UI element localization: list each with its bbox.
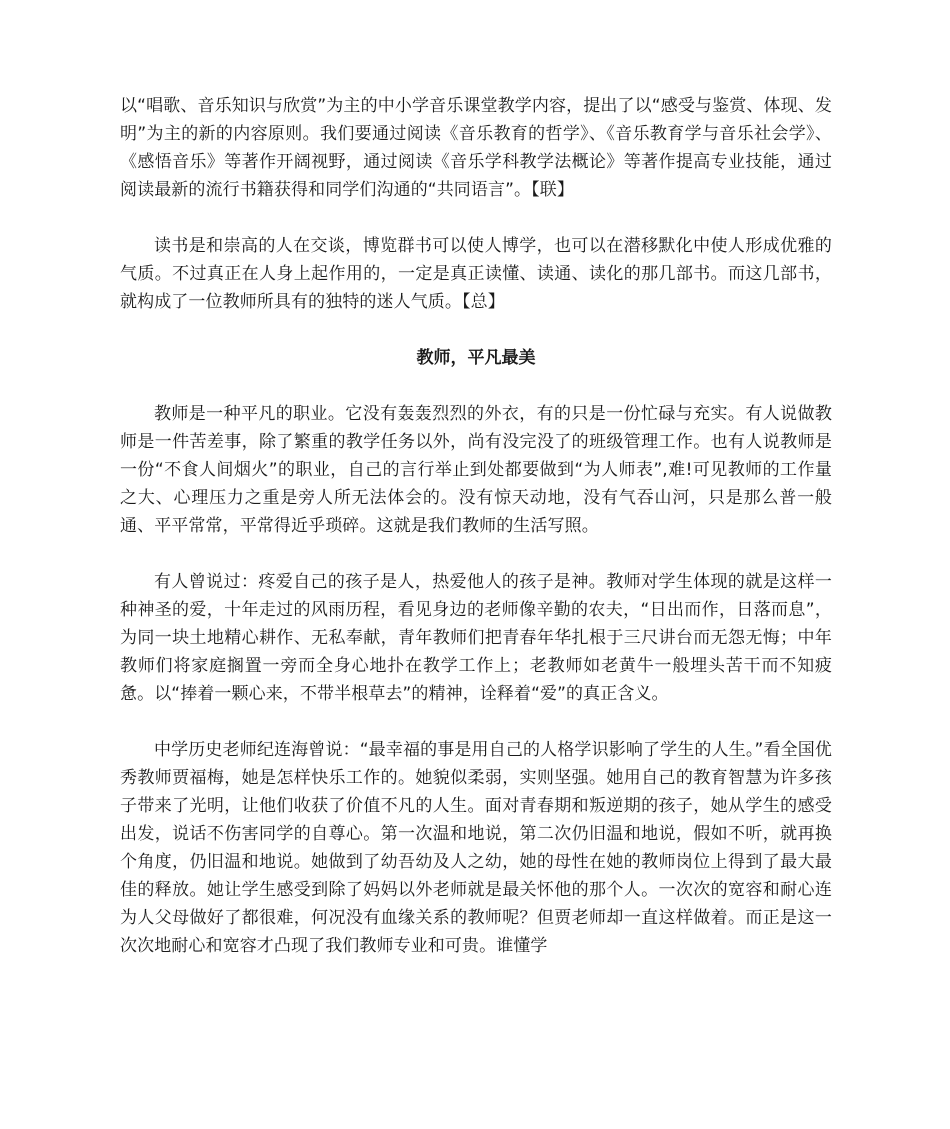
paragraph-music-reading: 以“唱歌、音乐知识与欣赏”为主的中小学音乐课堂教学内容，提出了以“感受与鉴赏、体现、发明”为主的新的内容原则。我们要通过阅读《音乐教育的哲学》、《音乐教育学与音乐社会学》、《感悟音乐》等著作开阔视野，通过阅读《音乐学科教学法概论》等著作提高专业技能，通过阅读最新的流行书籍获得和同学们沟通的“共同语言”。【联】: [120, 96, 832, 200]
paragraph-sacred-love: 有人曾说过：疼爱自己的孩子是人，热爱他人的孩子是神。教师对学生体现的就是这样一种神圣的爱，十年走过的风雨历程，看见身边的老师像辛勤的农夫，“日出而作，日落而息”，为同一块土地精心耕作、无私奉献，青年教师们把青春年华扎根于三尺讲台而无怨无悔；中年教师们将家庭搁置一旁而全身心地扑在教学工作上；老教师如老黄牛一般埋头苦干而不知疲惫。以“捧着一颗心来，不带半根草去”的精神，诠释着“爱”的真正含义。: [120, 572, 832, 704]
paragraph-ordinary-profession: 教师是一种平凡的职业。它没有轰轰烈烈的外衣，有的只是一份忙碌与充实。有人说做教师是一件苦差事，除了繁重的教学任务以外，尚有没完没了的班级管理工作。也有人说教师是一份“不食人间烟火”的职业，自己的言行举止到处都要做到“为人师表”,难!可见教师的工作量之大、心理压力之重是旁人所无法体会的。没有惊天动地，没有气吞山河，只是那么普一般通、平平常常，平常得近乎琐碎。这就是我们教师的生活写照。: [120, 404, 832, 536]
paragraph-reading-summary: 读书是和崇高的人在交谈，博览群书可以使人博学，也可以在潜移默化中使人形成优雅的气质。不过真正在人身上起作用的，一定是真正读懂、读通、读化的那几部书。而这几部书，就构成了一位教师所具有的独特的迷人气质。【总】: [120, 236, 832, 312]
paragraph-jia-fumei: 中学历史老师纪连海曾说：“最幸福的事是用自己的人格学识影响了学生的人生。”看全国优秀教师贾福梅，她是怎样快乐工作的。她貌似柔弱，实则坚强。她用自己的教育智慧为许多孩子带来了光明，让他们收获了价值不凡的人生。面对青春期和叛逆期的孩子，她从学生的感受出发，说话不伤害同学的自尊心。第一次温和地说，第二次仍旧温和地说，假如不听，就再换个角度，仍旧温和地说。她做到了幼吾幼及人之幼，她的母性在她的教师岗位上得到了最大最佳的释放。她让学生感受到除了妈妈以外老师就是最关怀他的那个人。一次次的宽容和耐心连为人父母做好了都很难，何况没有血缘关系的教师呢？但贾老师却一直这样做着。而正是这一次次地耐心和宽容才凸现了我们教师专业和可贵。谁懂学: [120, 740, 832, 956]
document-body: [120, 92, 832, 988]
section-heading: 教师，平凡最美: [416, 348, 536, 368]
